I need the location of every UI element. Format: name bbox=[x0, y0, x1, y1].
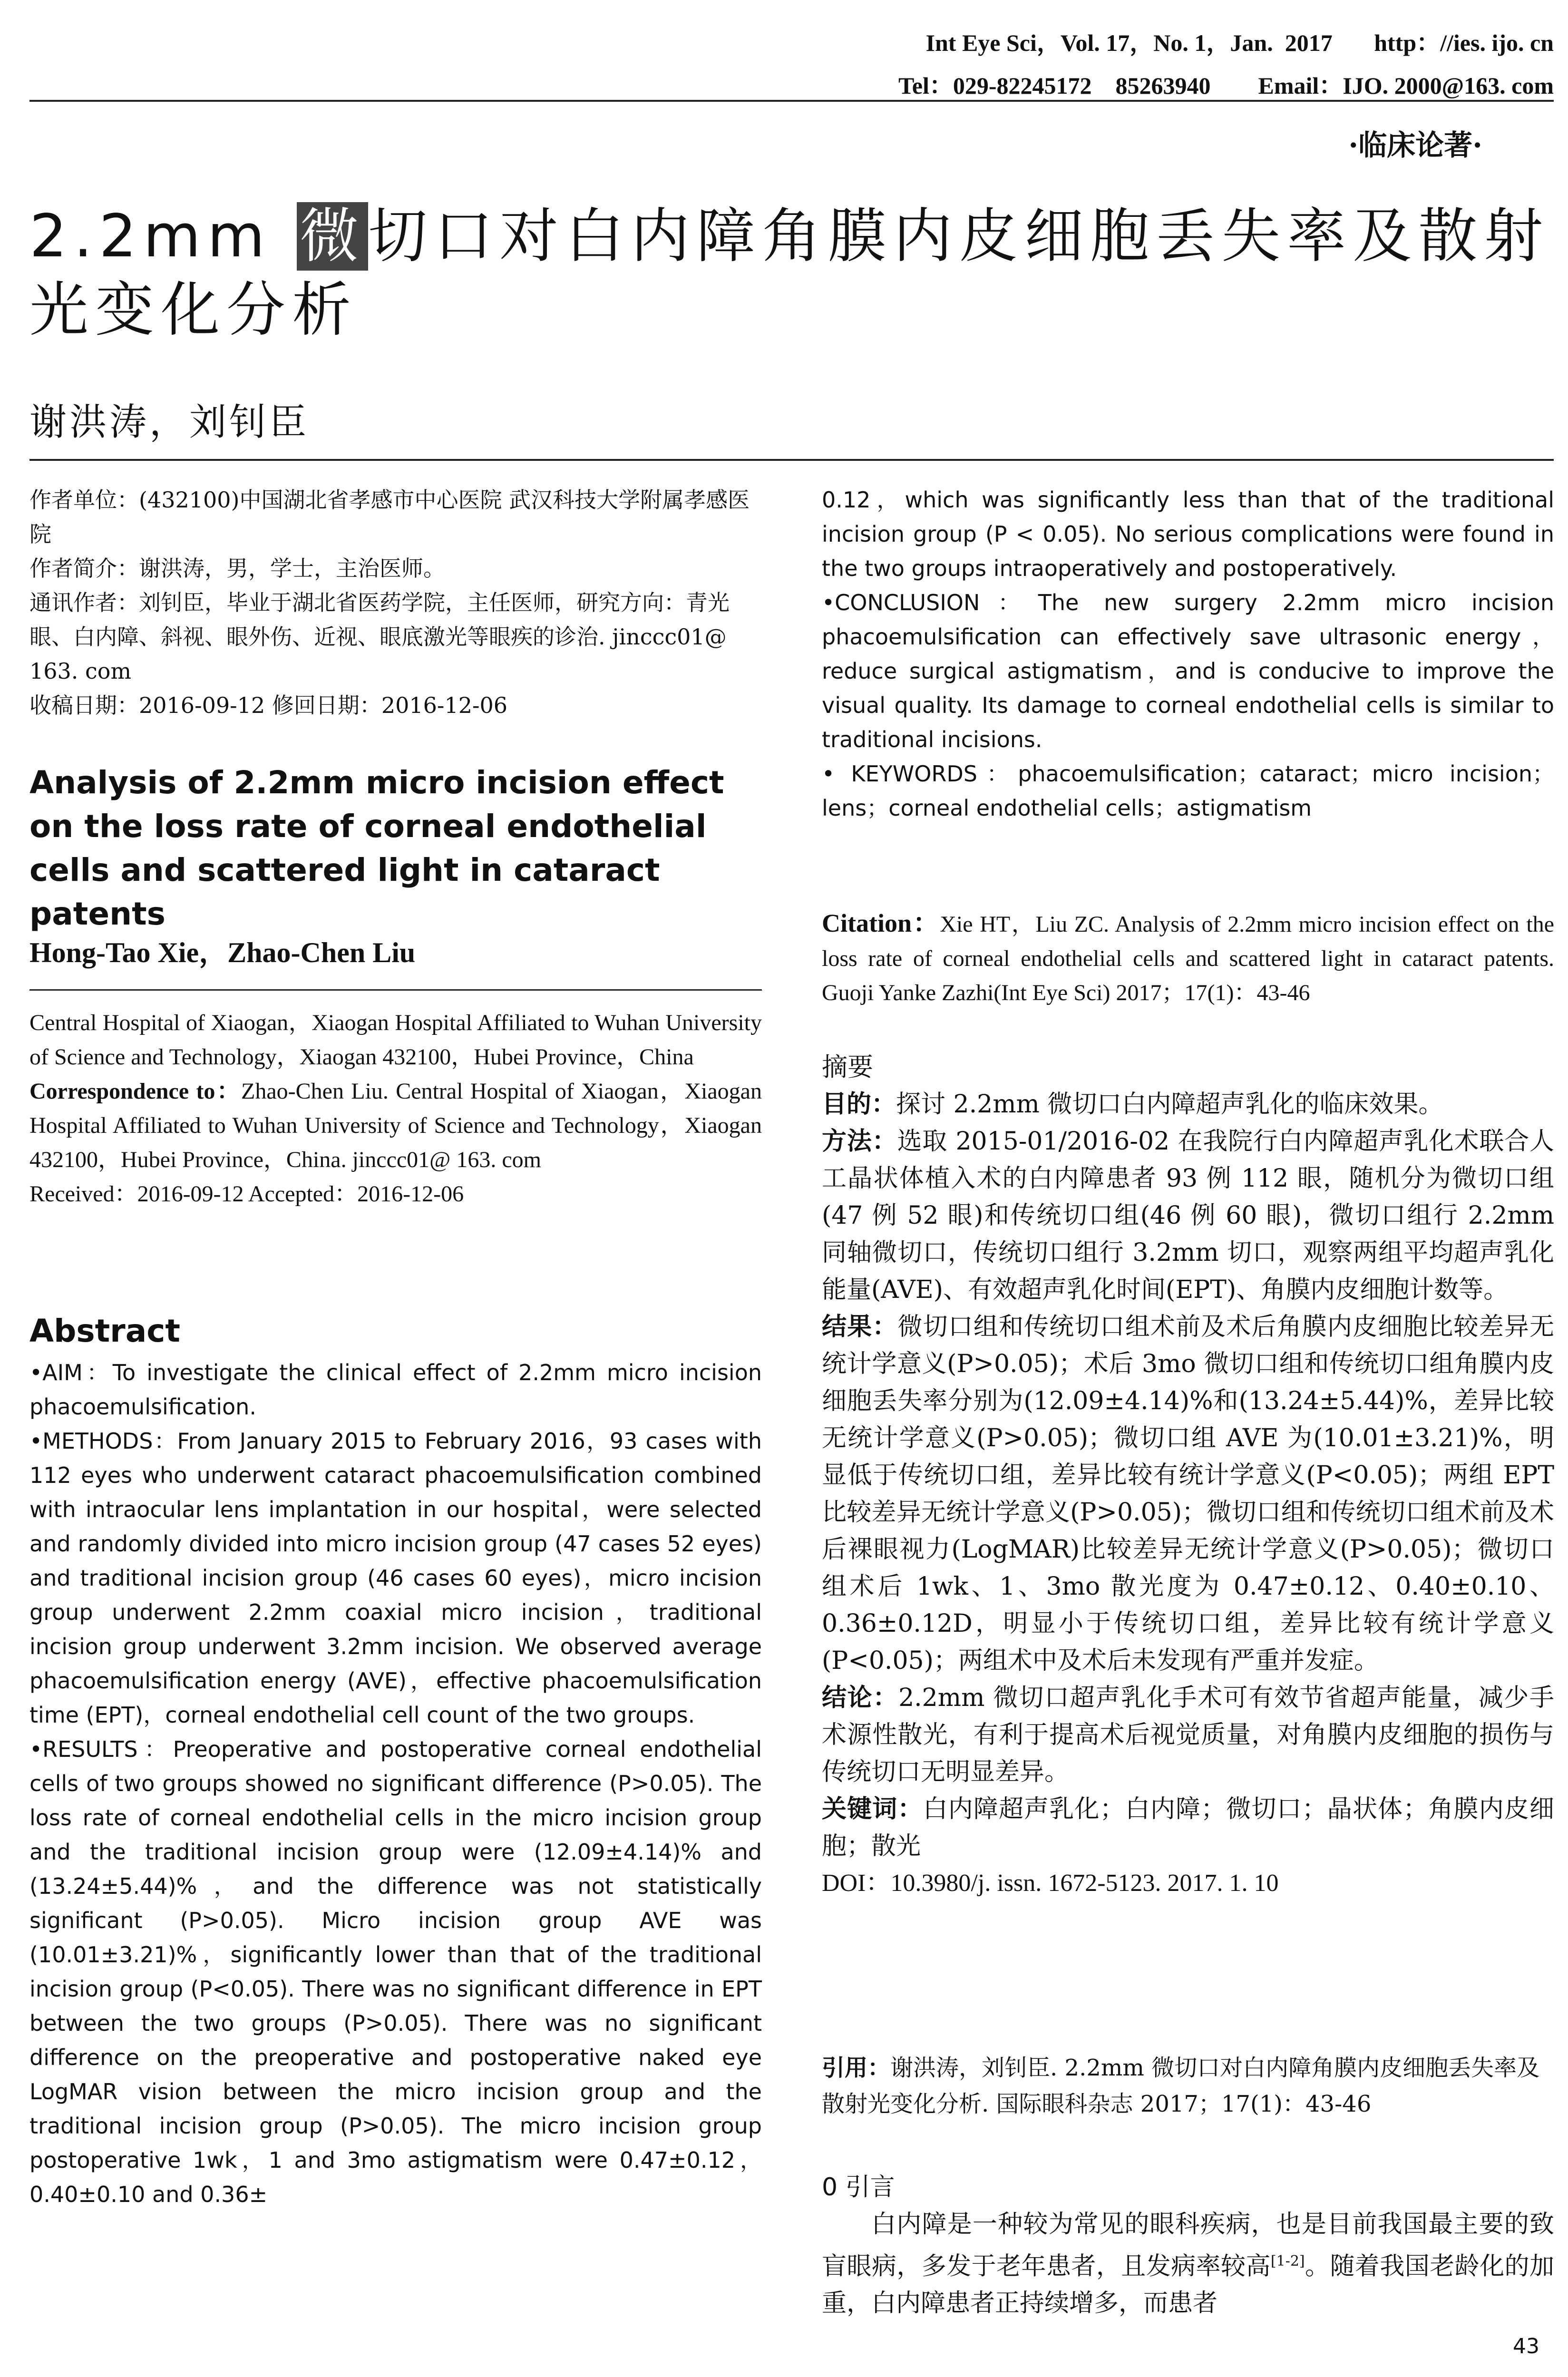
correspondence bbox=[29, 1074, 762, 1177]
zh-keywords-text: 白内障超声乳化；白内障；微切口；晶状体；角膜内皮细胞；散光 bbox=[822, 1795, 1554, 1861]
zh-methods-text: 选取 2015-01/2016-02 在我院行白内障超声乳化术联合人工晶状体植入术的白内障患者 93 例 112 眼，随机分为微切口组(47 例 52 眼)和传统切口组(46 例 60 眼)，微切口组行 2.2mm 同轴微切口，传统切口组行 3.2mm 切口，观察两组平均超声乳化能量(AVE)、有效超声乳化时间(EPT)、角膜内皮细胞计数等。 bbox=[822, 1127, 1554, 1304]
abstract-heading: Abstract bbox=[29, 1313, 180, 1349]
zh-abstract-conclusion bbox=[822, 1679, 1554, 1791]
abstract-aim: •AIM：To investigate the clinical effect of 2.2mm micro incision phacoemulsification. bbox=[29, 1360, 762, 1420]
received-dates-zh: 收稿日期：2016-09-12 修回日期：2016-12-06 bbox=[29, 692, 508, 718]
abstract-results-end: 0.12，which was significantly less than that of the traditional incision group (P < 0.05). No serious complications were found in the two groups intraoperatively and postoperatively. bbox=[822, 487, 1554, 581]
intro-heading: 0 引言 bbox=[822, 2173, 895, 2202]
affiliation: Central Hospital of Xiaogan，Xiaogan Hospital Affiliated to Wuhan University of Science and Technology，Xiaogan 432100，Hubei Province，China bbox=[29, 1010, 762, 1070]
title-rest: 切口对白内障角膜内皮细胞丢失率及散射光变化分析 bbox=[29, 202, 1550, 344]
zh-abstract-keywords bbox=[822, 1791, 1554, 1865]
zh-aim-label: 目的： bbox=[822, 1090, 896, 1119]
article-title bbox=[29, 200, 1551, 347]
abstract-keywords: • KEYWORDS：phacoemulsification；cataract；micro incision；lens；corneal endothelial cells；astigmatism bbox=[822, 761, 1554, 821]
abstract-methods: •METHODS：From January 2015 to February 2016，93 cases with 112 eyes who underwent cataract phacoemulsification combined with intraocular lens implantation in our hospital，were selected and randomly divided into micro incision group (47 cases 52 eyes) and traditional incision group (46 cases 60 eyes)，micro incision group underwent 2.2mm coaxial micro incision，traditional incision group underwent 3.2mm incision. We observed average phacoemulsification energy (AVE)，effective phacoemulsification time (EPT)，corneal endothelial cell count of the two groups. bbox=[29, 1428, 762, 1728]
zh-abstract-methods bbox=[822, 1123, 1554, 1308]
abstract-body bbox=[29, 1355, 762, 2211]
header-rule bbox=[29, 100, 1554, 102]
citation-block bbox=[822, 906, 1554, 1010]
zh-results-label: 结果： bbox=[822, 1313, 898, 1341]
correspondence-label: Correspondence to： bbox=[29, 1079, 242, 1104]
english-authors: Hong-Tao Xie，Zhao-Chen Liu bbox=[29, 937, 416, 968]
zh-abstract-heading: 摘要 bbox=[822, 1052, 873, 1082]
doi: DOI：10.3980/j. issn. 1672-5123. 2017. 1. 10 bbox=[822, 1870, 1279, 1897]
author-bio: 作者简介：谢洪涛，男，学士，主治医师。 bbox=[29, 555, 445, 581]
title-highlight: 微 bbox=[297, 202, 368, 271]
received-dates-en: Received：2016-09-12 Accepted：2016-12-06 bbox=[29, 1181, 464, 1207]
citation-label: Citation： bbox=[822, 909, 940, 937]
zh-conclusion-text: 2.2mm 微切口超声乳化手术可有效节省超声能量，减少手术源性散光，有利于提高术后视觉质量，对角膜内皮细胞的损伤与传统切口无明显差异。 bbox=[822, 1684, 1554, 1786]
intro-text: 白内障是一种较为常见的眼科疾病，也是目前我国最主要的致盲眼病，多发于老年患者，且发病率较高 bbox=[822, 2210, 1554, 2281]
zh-conclusion-label: 结论： bbox=[822, 1684, 899, 1712]
title-prefix: 2.2mm bbox=[29, 202, 272, 271]
english-title: Analysis of 2.2mm micro incision effect on the loss rate of corneal endothelial cells and scattered light in cataract patents bbox=[29, 764, 724, 932]
intro-paragraph bbox=[822, 2206, 1554, 2322]
intro-text-continued: 。随着我国老龄化的加重，白内障患者正持续增多，而患者 bbox=[822, 2252, 1554, 2318]
author-info bbox=[29, 483, 762, 722]
zh-citation-text: 谢洪涛，刘钊臣. 2.2mm 微切口对白内障角膜内皮细胞丢失率及散射光变化分析. 国际眼科杂志 2017；17(1)：43-46 bbox=[822, 2055, 1540, 2117]
zh-citation-label: 引用： bbox=[822, 2055, 891, 2081]
introduction bbox=[822, 2169, 1554, 2322]
zh-aim-text: 探讨 2.2mm 微切口白内障超声乳化的临床效果。 bbox=[896, 1090, 1443, 1119]
section-tag: ·临床论著· bbox=[1348, 129, 1482, 162]
journal-header-line2: Tel：029-82245172 85263940 Email：IJO. 2000@163. com bbox=[898, 72, 1554, 99]
corresponding-author: 通讯作者：刘钊臣，毕业于湖北省医药学院，主任医师，研究方向：青光眼、白内障、斜视、眼外伤、近视、眼底激光等眼疾的诊治. jinccc01@ 163. com bbox=[29, 590, 730, 684]
abstract-results: •RESULTS：Preoperative and postoperative corneal endothelial cells of two groups showed no significant difference (P>0.05). The loss rate of corneal endothelial cells in the micro incision group and the traditional incision group were (12.09±4.14)% and (13.24±5.44)%，and the difference was not statistically significant (P>0.05). Micro incision group AVE was (10.01±3.21)%，significantly lower than that of the traditional incision group (P<0.05). There was no significant difference in EPT between the two groups (P>0.05). There was no significant difference on the preoperative and postoperative naked eye LogMAR vision between the micro incision group and the traditional incision group (P>0.05). The micro incision group postoperative 1wk，1 and 3mo astigmatism were 0.47±0.12，0.40±0.10 and 0.36± bbox=[29, 1736, 762, 2207]
zh-abstract bbox=[822, 1049, 1554, 1902]
author-unit: 作者单位：(432100)中国湖北省孝感市中心医院 武汉科技大学附属孝感医院 bbox=[29, 487, 750, 547]
zh-methods-label: 方法： bbox=[822, 1127, 897, 1156]
zh-results-text: 微切口组和传统切口组术前及术后角膜内皮细胞比较差异无统计学意义(P>0.05)；术后 3mo 微切口组和传统切口组角膜内皮细胞丢失率分别为(12.09±4.14)%和(13.24±5.44)%，差异比较无统计学意义(P>0.05)；微切口组 AVE 为(10.01±3.21)%，明显低于传统切口组，差异比较有统计学意义(P<0.05)；两组 EPT 比较差异无统计学意义(P>0.05)；微切口组和传统切口组术前及术后裸眼视力(LogMAR)比较差异无统计学意义(P>0.05)；微切口组术后 1wk、1、3mo 散光度为 0.47±0.12、0.40±0.10、0.36±0.12D，明显小于传统切口组，差异比较有统计学意义(P<0.05)；两组术中及术后未发现有严重并发症。 bbox=[822, 1313, 1554, 1675]
zh-abstract-aim bbox=[822, 1086, 1554, 1123]
authors-rule bbox=[29, 459, 1554, 461]
citation-text: Xie HT，Liu ZC. Analysis of 2.2mm micro incision effect on the loss rate of corneal endothelial cells and scattered light in cataract patents. Guoji Yanke Zazhi(Int Eye Sci) 2017；17(1)：43-46 bbox=[822, 912, 1554, 1005]
zh-keywords-label: 关键词： bbox=[822, 1795, 923, 1823]
correspondence-text: Zhao-Chen Liu. Central Hospital of Xiaogan，Xiaogan Hospital Affiliated to Wuhan University of Science and Technology，Xiaogan 432100，Hubei Province，China. jinccc01@ 163. com bbox=[29, 1079, 762, 1172]
affiliation-block bbox=[29, 1006, 762, 1211]
journal-header-line1: Int Eye Sci，Vol. 17，No. 1，Jan. 2017 http：//ies. ijo. cn bbox=[925, 29, 1554, 56]
intro-reference: [1-2] bbox=[1270, 2253, 1305, 2270]
abstract-conclusion: •CONCLUSION：The new surgery 2.2mm micro incision phacoemulsification can effectively save ultrasonic energy，reduce surgical astigmatism，and is conducive to improve the visual quality. Its damage to corneal endothelial cells is similar to traditional incisions. bbox=[822, 590, 1554, 752]
page-number: 43 bbox=[1513, 2334, 1539, 2358]
zh-abstract-results bbox=[822, 1308, 1554, 1679]
en-authors-rule bbox=[29, 989, 762, 991]
authors-zh: 谢洪涛，刘钊臣 bbox=[29, 401, 310, 444]
zh-citation-block bbox=[822, 2050, 1554, 2122]
abstract-continued bbox=[822, 483, 1554, 825]
